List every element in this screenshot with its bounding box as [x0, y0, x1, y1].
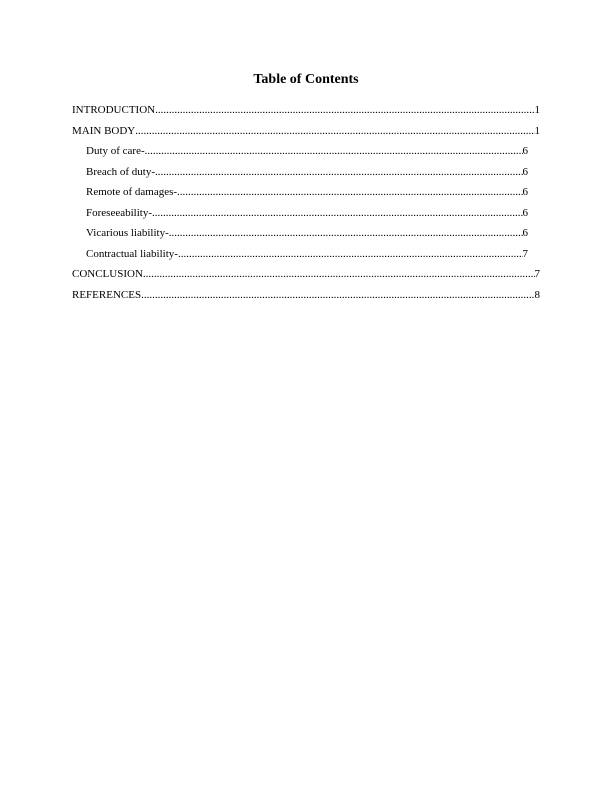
toc-entry-introduction[interactable] — [72, 100, 540, 121]
dot-leader — [135, 121, 534, 142]
toc-entry-label: Breach of duty- — [86, 165, 156, 178]
toc-entry-page-number: 6 — [522, 186, 528, 198]
dot-leader — [141, 285, 534, 306]
toc-entry-label: INTRODUCTION — [72, 104, 156, 116]
dot-leader — [178, 244, 523, 265]
toc-entry-page-number: 6 — [522, 145, 528, 157]
toc-entry-label: Foreseeability- — [86, 206, 152, 219]
toc-entry-label: CONCLUSION — [72, 268, 143, 280]
toc-entry-duty-of-care[interactable] — [72, 141, 528, 162]
toc-title: Table of Contents — [253, 72, 359, 87]
toc-entry-label: REFERENCES — [72, 288, 142, 301]
toc-entry-page-number: 6 — [522, 206, 528, 219]
toc-entry-page-number: 1 — [534, 124, 540, 137]
toc-entry-page-number: 6 — [522, 227, 528, 239]
dot-leader — [169, 223, 523, 244]
toc-entry-page-number: 8 — [534, 288, 540, 301]
toc-entry-page-number: 1 — [534, 104, 540, 116]
dot-leader — [177, 182, 522, 203]
toc-entry-breach-of-duty[interactable] — [72, 162, 528, 183]
toc-entry-label: Vicarious liability- — [86, 227, 169, 239]
dot-leader — [145, 141, 523, 162]
dot-leader — [143, 264, 535, 285]
toc-entry-label: MAIN BODY — [72, 124, 136, 137]
toc-entry-label: Contractual liability- — [86, 247, 178, 260]
toc-entry-page-number: 7 — [522, 247, 528, 260]
toc-entry-vicarious-liability[interactable] — [72, 223, 528, 244]
dot-leader — [152, 203, 523, 224]
toc-entry-remote-of-damages[interactable] — [72, 182, 528, 203]
toc-entry-foreseeability[interactable] — [72, 203, 528, 224]
toc-entry-references[interactable] — [72, 285, 540, 306]
toc-entry-label: Remote of damages- — [86, 186, 178, 198]
toc-entry-page-number: 6 — [522, 165, 528, 178]
toc-list — [72, 100, 540, 305]
toc-entry-label: Duty of care- — [86, 145, 145, 157]
dot-leader — [155, 162, 522, 183]
dot-leader — [155, 100, 534, 121]
toc-entry-conclusion[interactable] — [72, 264, 540, 285]
toc-entry-contractual-liability[interactable] — [72, 244, 528, 265]
toc-entry-page-number: 7 — [534, 268, 540, 280]
toc-entry-main-body[interactable] — [72, 121, 540, 142]
